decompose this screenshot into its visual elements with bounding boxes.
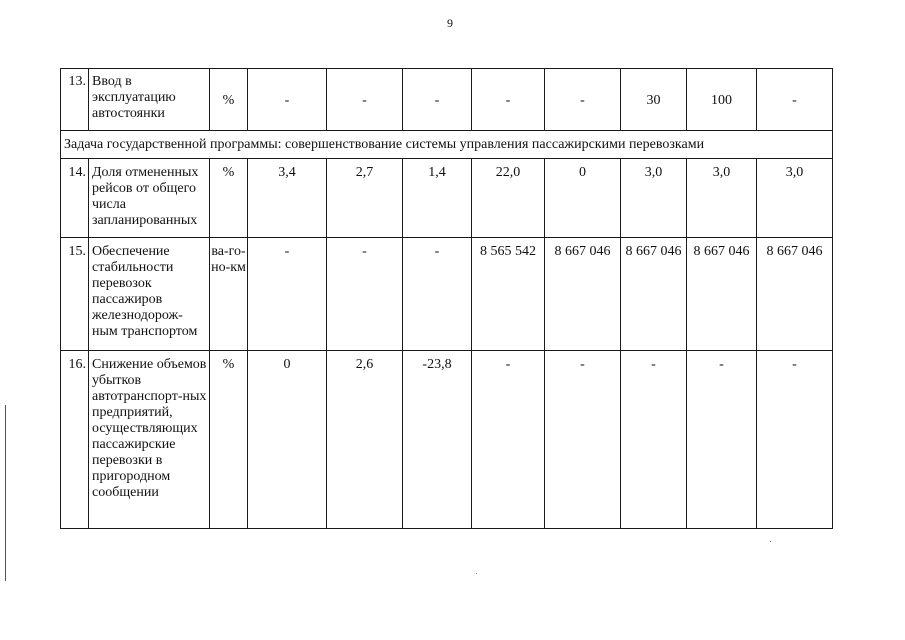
unit-cell: %: [210, 351, 248, 529]
unit-cell: %: [210, 159, 248, 238]
value-cell: -: [327, 238, 403, 351]
value-cell: 1,4: [403, 159, 472, 238]
value-cell: -23,8: [403, 351, 472, 529]
unit-cell: ва-го-но-км: [210, 238, 248, 351]
value-cell: -: [403, 69, 472, 131]
unit-cell: %: [210, 69, 248, 131]
value-cell: -: [545, 351, 621, 529]
value-cell: 0: [545, 159, 621, 238]
value-cell: -: [248, 69, 327, 131]
value-cell: 30: [621, 69, 687, 131]
value-cell: -: [621, 351, 687, 529]
value-cell: 0: [248, 351, 327, 529]
indicator-name: Снижение объемов убытков автотранспорт-ных предприятий, осуществляющих пассажирские перевозки в пригородном сообщении: [89, 351, 210, 529]
value-cell: 3,0: [687, 159, 757, 238]
value-cell: -: [472, 69, 545, 131]
indicator-name: Доля отмененных рейсов от общего числа запланированных: [89, 159, 210, 238]
task-row: [61, 131, 833, 159]
value-cell: -: [545, 69, 621, 131]
value-cell: 8 667 046: [687, 238, 757, 351]
value-cell: 8 667 046: [757, 238, 833, 351]
value-cell: 22,0: [472, 159, 545, 238]
table-row: [61, 159, 833, 238]
scan-speck: [476, 573, 477, 574]
value-cell: 100: [687, 69, 757, 131]
value-cell: -: [472, 351, 545, 529]
table-row: [61, 69, 833, 131]
value-cell: 8 565 542: [472, 238, 545, 351]
value-cell: -: [248, 238, 327, 351]
row-number: 13.: [61, 69, 89, 131]
value-cell: -: [687, 351, 757, 529]
value-cell: 3,0: [621, 159, 687, 238]
value-cell: 2,6: [327, 351, 403, 529]
value-cell: 2,7: [327, 159, 403, 238]
value-cell: -: [403, 238, 472, 351]
indicator-name: Обеспечение стабильности перевозок пассажиров железнодорож-ным транспортом: [89, 238, 210, 351]
indicators-table: [60, 68, 833, 529]
page-number: 9: [447, 16, 453, 30]
value-cell: -: [757, 351, 833, 529]
value-cell: 3,4: [248, 159, 327, 238]
program-task-heading: Задача государственной программы: совершенствование системы управления пассажирскими перевозками: [61, 131, 833, 159]
row-number: 16.: [61, 351, 89, 529]
value-cell: -: [327, 69, 403, 131]
row-number: 14.: [61, 159, 89, 238]
indicator-name: Ввод в эксплуатацию автостоянки: [89, 69, 210, 131]
row-number: 15.: [61, 238, 89, 351]
scan-margin-mark: [5, 405, 6, 581]
table-row: [61, 351, 833, 529]
value-cell: 8 667 046: [621, 238, 687, 351]
scan-speck: [770, 541, 771, 542]
value-cell: 3,0: [757, 159, 833, 238]
value-cell: -: [757, 69, 833, 131]
table-row: [61, 238, 833, 351]
value-cell: 8 667 046: [545, 238, 621, 351]
